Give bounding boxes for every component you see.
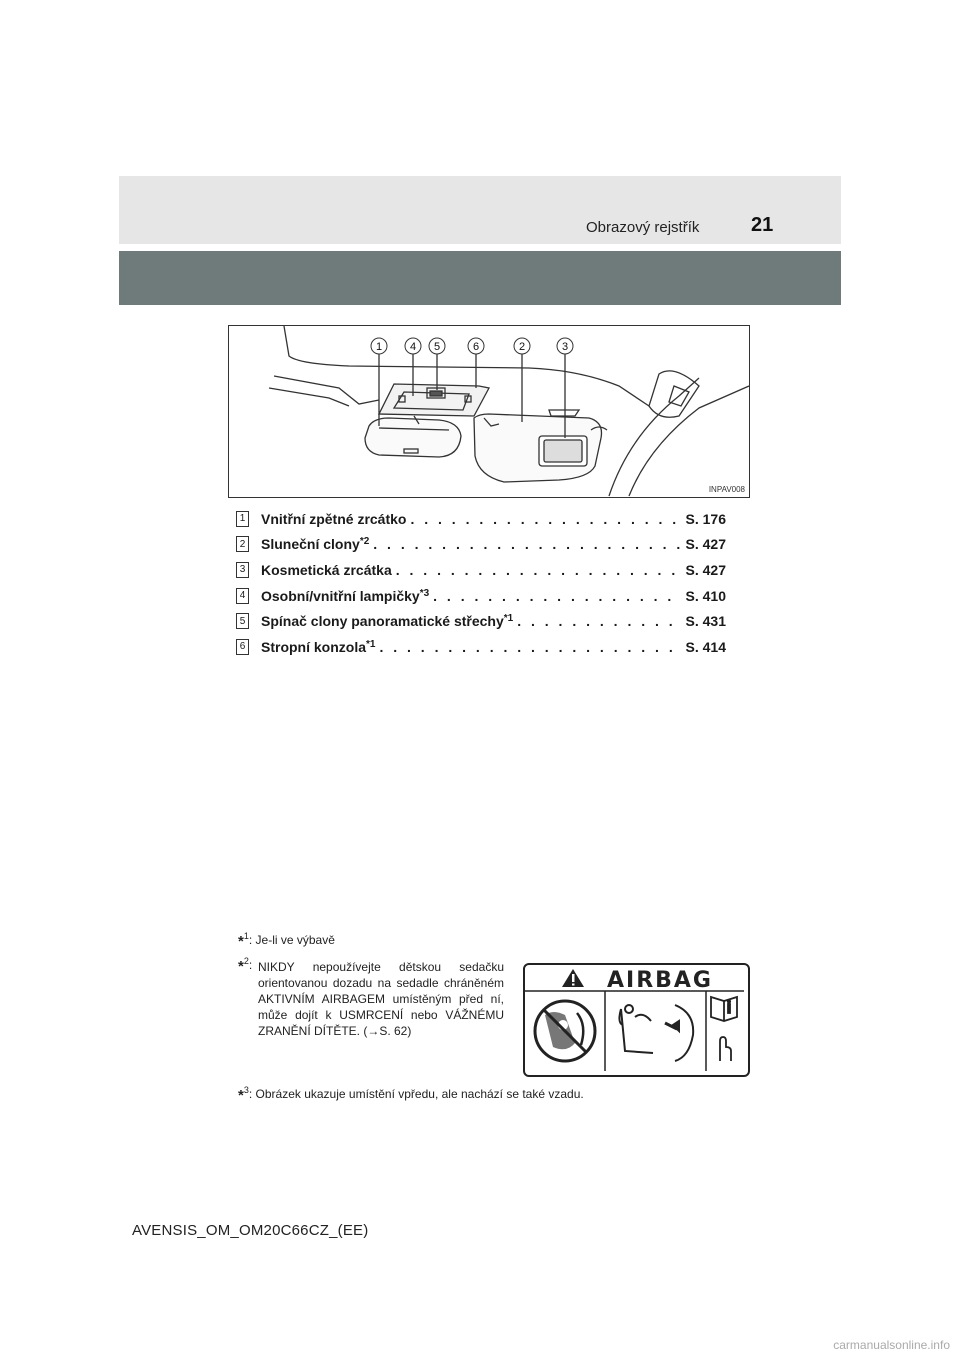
item-number: 2 xyxy=(236,536,249,552)
item-page-link[interactable]: S. 427 xyxy=(685,561,726,578)
item-number: 6 xyxy=(236,639,249,655)
list-item xyxy=(236,583,726,609)
footnote-1: *$^1$: Je-li ve výbavě xyxy=(238,931,335,950)
section-band xyxy=(119,251,841,305)
leader-dots xyxy=(379,639,681,655)
item-label: Kosmetická zrcátka xyxy=(261,561,392,578)
list-item xyxy=(236,608,726,634)
item-label: Spínač clony panoramatické střechy$^{*1}$ xyxy=(261,613,514,630)
footnote-ref: *3 xyxy=(419,587,430,599)
svg-text:2: 2 xyxy=(518,341,526,353)
item-label: Sluneční clony$^{*2}$ xyxy=(261,536,370,553)
footnote-ref: *1 xyxy=(366,638,376,650)
no-rear-facing-seat-icon xyxy=(535,1001,595,1061)
callout-3 xyxy=(557,338,573,354)
item-label: Vnitřní zpětné zrcátko xyxy=(261,510,407,527)
callout-4 xyxy=(405,338,421,354)
footnote-ref: *2 xyxy=(359,536,370,548)
item-number: 3 xyxy=(236,562,249,578)
page-number: 21 xyxy=(751,214,774,236)
callout-1 xyxy=(371,338,387,354)
svg-text:1: 1 xyxy=(375,341,383,353)
callout-5 xyxy=(429,338,445,354)
header-band xyxy=(119,176,841,244)
svg-text:4: 4 xyxy=(409,341,417,353)
item-number: 1 xyxy=(236,511,249,527)
leader-dots xyxy=(396,562,682,578)
footnote-2: *$^2$: NIKDY nepoužívejte dětskou sedačku orientovanou dozadu na sedadle chráněném AKTIVNÍM AIRBAGEM umístěným před ní, může dojít k USMRCENÍ nebo VÁŽNÉMU ZRANĚNÍ DÍTĚTE. (→S. 62) xyxy=(238,956,504,1038)
read-manual-icon xyxy=(711,997,737,1061)
callout-6 xyxy=(468,338,484,354)
leader-dots xyxy=(410,511,681,527)
item-page-link[interactable]: S. 410 xyxy=(685,587,726,604)
item-page-link[interactable]: S. 431 xyxy=(685,613,726,630)
leader-dots xyxy=(517,613,681,629)
svg-text:5: 5 xyxy=(433,341,441,353)
list-item xyxy=(236,532,726,558)
item-page-link[interactable]: S. 176 xyxy=(685,510,726,527)
airbag-pictogram xyxy=(525,965,744,1071)
footnote-ref: *1 xyxy=(503,613,514,625)
svg-text:3: 3 xyxy=(561,341,569,353)
item-list xyxy=(236,506,726,660)
list-item xyxy=(236,506,726,532)
leader-dots xyxy=(373,536,681,552)
document-code: AVENSIS_OM_OM20C66CZ_(EE) xyxy=(132,1222,369,1239)
footnote-3: *$^3$: Obrázek ukazuje umístění vpředu, ale nachází se také vzadu. xyxy=(238,1085,584,1104)
warning-triangle-icon xyxy=(562,969,584,987)
section-title: Obrazový rejstřík xyxy=(586,219,700,236)
item-number: 4 xyxy=(236,588,249,604)
interior-figure xyxy=(228,325,750,498)
item-label: Osobní/vnitřní lampičky$^{*3}$ xyxy=(261,587,430,604)
ceiling-illustration xyxy=(229,326,749,497)
item-number: 5 xyxy=(236,613,249,629)
list-item xyxy=(236,557,726,583)
airbag-title: AIRBAG xyxy=(606,968,714,993)
item-page-link[interactable]: S. 427 xyxy=(685,536,726,553)
callout-2 xyxy=(514,338,530,354)
airbag-deployment-icon xyxy=(619,1005,693,1061)
list-item xyxy=(236,634,726,660)
svg-text:6: 6 xyxy=(472,341,480,353)
item-label: Stropní konzola$^{*1}$ xyxy=(261,638,376,655)
footnote-2-body: NIKDY nepoužívejte dětskou sedačku orientovanou dozadu na sedadle chráněném AKTIVNÍM AIRBAGEM umístěným před ní, může dojít k USMRCENÍ nebo VÁŽNÉMU ZRANĚNÍ DÍTĚTE. (→S. 62) xyxy=(258,960,504,1038)
leader-dots xyxy=(433,588,681,604)
item-page-link[interactable]: S. 414 xyxy=(685,638,726,655)
watermark: carmanualsonline.info xyxy=(833,1338,950,1352)
figure-code: INPAV008 xyxy=(708,485,745,494)
airbag-warning-label xyxy=(523,963,750,1077)
